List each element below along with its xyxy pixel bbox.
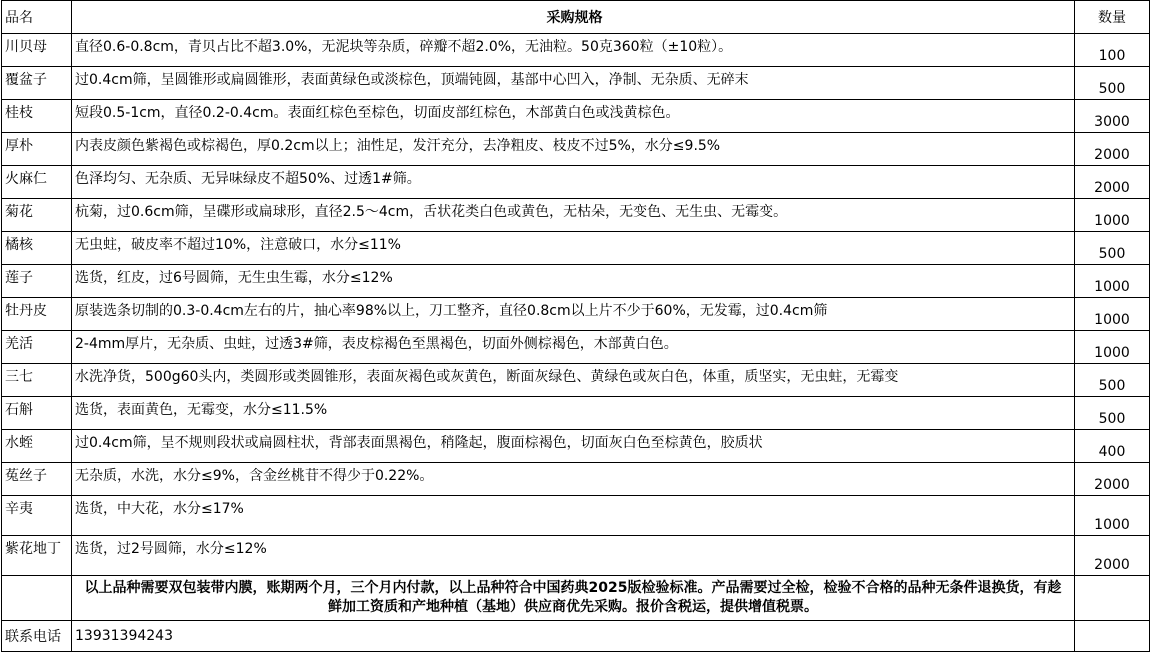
item-name: 火麻仁: [2, 166, 72, 199]
table-row: [2, 331, 1150, 364]
item-name: 菊花: [2, 199, 72, 232]
table-row: [2, 166, 1150, 199]
table-row: [2, 199, 1150, 232]
contact-row: [2, 621, 1150, 652]
header-name: 品名: [2, 1, 72, 34]
table-row: [2, 265, 1150, 298]
item-name: 牡丹皮: [2, 298, 72, 331]
item-name: 莲子: [2, 265, 72, 298]
header-qty: 数量: [1075, 1, 1150, 34]
item-name: 橘核: [2, 232, 72, 265]
item-spec: 无杂质，水洗，水分≤9%，含金丝桃苷不得少于0.22%。: [72, 463, 1075, 496]
item-spec: 杭菊，过0.6cm筛，呈碟形或扁球形，直径2.5～4cm，舌状花类白色或黄色，无枯朵，无变色、无生虫、无霉变。: [72, 199, 1075, 232]
table-row: [2, 364, 1150, 397]
table-row: [2, 397, 1150, 430]
contact-empty-cell: [1075, 621, 1150, 652]
item-spec: 过0.4cm筛，呈不规则段状或扁圆柱状，背部表面黑褐色，稍隆起，腹面棕褐色，切面灰白色至棕黄色，胶质状: [72, 430, 1075, 463]
item-name: 厚朴: [2, 133, 72, 166]
item-qty: 2000: [1075, 133, 1150, 166]
contact-phone: 13931394243: [72, 621, 1075, 652]
item-qty: 1000: [1075, 331, 1150, 364]
item-spec: 选货，表面黄色，无霉变，水分≤11.5%: [72, 397, 1075, 430]
item-name: 菟丝子: [2, 463, 72, 496]
item-qty: 1000: [1075, 199, 1150, 232]
item-spec: 直径0.6-0.8cm，青贝占比不超3.0%，无泥块等杂质，碎瓣不超2.0%，无油粒。50克360粒（±10粒）。: [72, 34, 1075, 67]
item-spec: 内表皮颜色紫褐色或棕褐色，厚0.2cm以上；油性足，发汗充分，去净粗皮、枝皮不过5%，水分≤9.5%: [72, 133, 1075, 166]
item-spec: 水洗净货，500g60头内，类圆形或类圆锥形，表面灰褐色或灰黄色，断面灰绿色、黄绿色或灰白色，体重，质坚实，无虫蛀，无霉变: [72, 364, 1075, 397]
item-qty: 3000: [1075, 100, 1150, 133]
item-name: 覆盆子: [2, 67, 72, 100]
header-row: [2, 1, 1150, 34]
table-row: [2, 100, 1150, 133]
item-name: 桂枝: [2, 100, 72, 133]
item-name: 川贝母: [2, 34, 72, 67]
table-row: [2, 463, 1150, 496]
table-row: [2, 67, 1150, 100]
item-qty: 2000: [1075, 536, 1150, 576]
contact-label: 联系电话: [2, 621, 72, 652]
header-spec: 采购规格: [72, 1, 1075, 34]
table-row: [2, 133, 1150, 166]
item-name: 辛夷: [2, 496, 72, 536]
table-row: [2, 232, 1150, 265]
item-spec: 短段0.5-1cm，直径0.2-0.4cm。表面红棕色至棕色，切面皮部红棕色，木部黄白色或浅黄棕色。: [72, 100, 1075, 133]
table-row: [2, 298, 1150, 331]
item-spec: 2-4mm厚片，无杂质、虫蛀，过透3#筛，表皮棕褐色至黑褐色，切面外侧棕褐色，木部黄白色。: [72, 331, 1075, 364]
note-row: [2, 576, 1150, 621]
note-empty-qty-cell: [1075, 576, 1150, 621]
item-qty: 500: [1075, 232, 1150, 265]
item-spec: 选货，过2号圆筛，水分≤12%: [72, 536, 1075, 576]
item-name: 羌活: [2, 331, 72, 364]
item-qty: 1000: [1075, 298, 1150, 331]
note-empty-cell: [2, 576, 72, 621]
table-row: [2, 536, 1150, 576]
item-name: 石斛: [2, 397, 72, 430]
item-spec: 无虫蛀，破皮率不超过10%，注意破口，水分≤11%: [72, 232, 1075, 265]
item-qty: 500: [1075, 67, 1150, 100]
item-name: 三七: [2, 364, 72, 397]
item-spec: 原装选条切制的0.3-0.4cm左右的片，抽心率98%以上，刀工整齐，直径0.8cm以上片不少于60%，无发霉，过0.4cm筛: [72, 298, 1075, 331]
table-row: [2, 496, 1150, 536]
item-spec: 色泽均匀、无杂质、无异味绿皮不超50%、过透1#筛。: [72, 166, 1075, 199]
procurement-table: [1, 0, 1150, 652]
item-spec: 选货，红皮，过6号圆筛，无生虫生霉，水分≤12%: [72, 265, 1075, 298]
item-qty: 500: [1075, 364, 1150, 397]
item-qty: 1000: [1075, 265, 1150, 298]
item-qty: 2000: [1075, 166, 1150, 199]
item-name: 紫花地丁: [2, 536, 72, 576]
item-qty: 100: [1075, 34, 1150, 67]
terms-note: 以上品种需要双包装带内膜，账期两个月，三个月内付款，以上品种符合中国药典2025版检验标准。产品需要过全检，检验不合格的品种无条件退换货，有趁鲜加工资质和产地种植（基地）供应商优先采购。报价含税运，提供增值税票。: [72, 576, 1075, 621]
item-name: 水蛭: [2, 430, 72, 463]
item-qty: 400: [1075, 430, 1150, 463]
item-qty: 1000: [1075, 496, 1150, 536]
item-spec: 选货，中大花，水分≤17%: [72, 496, 1075, 536]
table-row: [2, 34, 1150, 67]
item-spec: 过0.4cm筛，呈圆锥形或扁圆锥形，表面黄绿色或淡棕色，顶端钝圆，基部中心凹入，净制、无杂质、无碎末: [72, 67, 1075, 100]
item-qty: 2000: [1075, 463, 1150, 496]
table-row: [2, 430, 1150, 463]
item-qty: 500: [1075, 397, 1150, 430]
